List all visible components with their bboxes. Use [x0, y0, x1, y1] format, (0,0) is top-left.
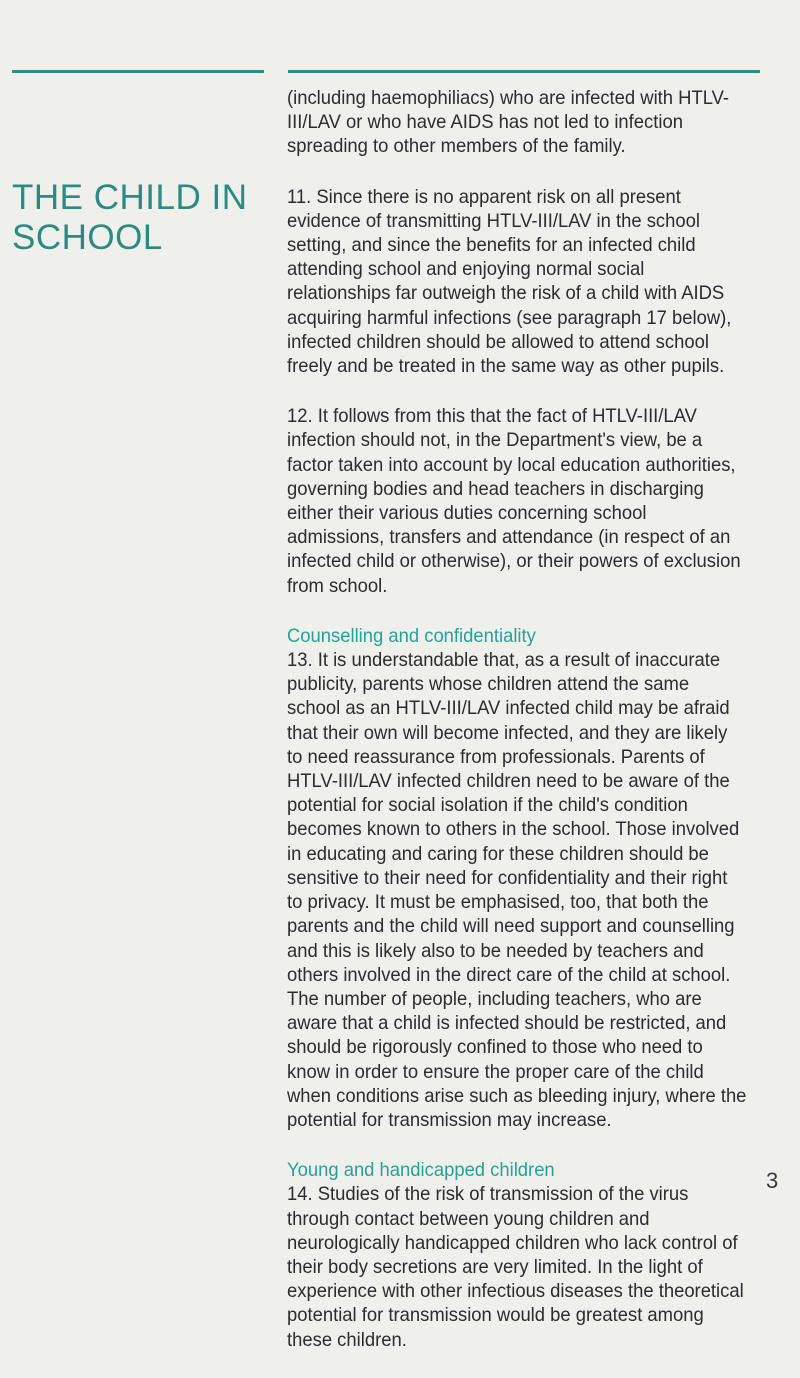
section-title-line-2: SCHOOL: [12, 218, 163, 257]
paragraph-12: 12. It follows from this that the fact of HTLV-III/LAV infection should not, in the Department's view, be a factor taken into account by local education authorities, governing bodies and head teachers in discharging either their various duties concerning school admissions, transfers and attendance (in respect of an infected child or otherwise), or their powers of exclusion from school.: [287, 405, 741, 597]
heading-young-handicapped: Young and handicapped children: [287, 1159, 555, 1182]
paragraph-13: 13. It is understandable that, as a result of inaccurate publicity, parents whose children attend the same school as an HTLV-III/LAV infected child may be afraid that their own will become infected, and they are likely to need reassurance from professionals. Parents of HTLV-III/LAV infected children need to be aware of the potential for social isolation if the child's condition becomes known to others in the school. Those involved in educating and caring for these children should be sensitive to their need for confidentiality and their right to privacy. It must be emphasised, too, that both the parents and the child will need support and counselling and this is likely also to be needed by teachers and others involved in the direct care of the child at school. The number of people, including teachers, who are aware that a child is infected should be restricted, and should be rigorously confined to those who need to know in order to ensure the proper care of the child when conditions arise such as bleeding injury, where the potential for transmission may increase.: [287, 649, 747, 1131]
sidebar-rule: [12, 70, 264, 73]
page-number: 3: [766, 1168, 779, 1193]
section-title: [12, 178, 262, 258]
heading-counselling: Counselling and confidentiality: [287, 624, 536, 647]
main-content: [287, 86, 747, 1378]
content-rule: [288, 70, 760, 73]
paragraph-11: 11. Since there is no apparent risk on all present evidence of transmitting HTLV-III/LAV in the school setting, and since the benefits for an infected child attending school and enjoying normal social relationships far outweigh the risk of a child with AIDS acquiring harmful infections (see paragraph 17 below), infected children should be allowed to attend school freely and be treated in the same way as other pupils.: [287, 185, 732, 378]
paragraph-14: 14. Studies of the risk of transmission of the virus through contact between young children and neurologically handicapped children who lack control of their body secretions are very limited. In the light of experience with other infectious diseases the theoretical potential for transmission would be greatest among these children.: [287, 1183, 744, 1351]
section-title-line-1: THE CHILD IN: [12, 178, 248, 217]
paragraph-intro: (including haemophiliacs) who are infected with HTLV-III/LAV or who have AIDS has not led to infection spreading to other members of the family.: [287, 87, 729, 158]
